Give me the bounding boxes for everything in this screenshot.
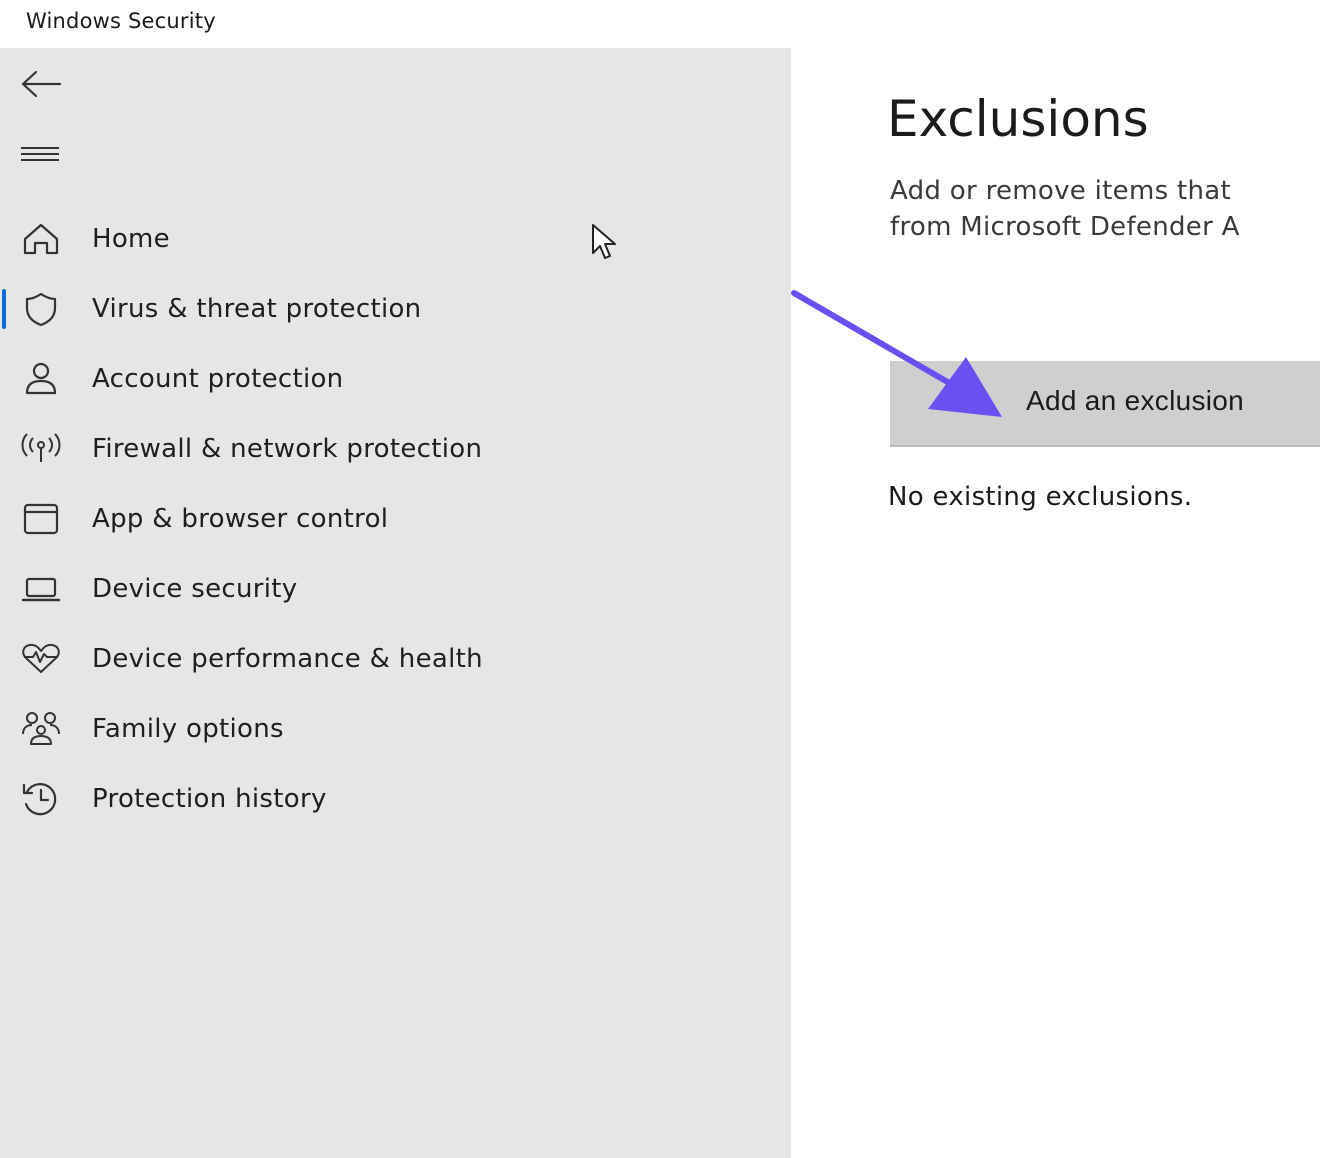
nav-item-protection-history[interactable] — [0, 767, 791, 831]
back-button[interactable] — [18, 66, 66, 102]
nav-label-app-browser-control: App & browser control — [92, 504, 389, 534]
nav-label-firewall-network: Firewall & network protection — [92, 434, 483, 464]
app-title: Windows Security — [26, 9, 216, 33]
add-exclusion-label: Add an exclusion — [1026, 385, 1245, 416]
person-icon — [20, 358, 62, 400]
nav-item-device-security[interactable] — [0, 557, 791, 621]
page-description — [890, 173, 1320, 245]
sidebar — [0, 48, 791, 1158]
nav-label-virus-threat-protection: Virus & threat protection — [92, 294, 422, 324]
family-icon — [20, 708, 62, 750]
nav-item-firewall-network[interactable] — [0, 417, 791, 481]
title-bar — [0, 0, 1320, 48]
arrow-left-icon — [18, 69, 62, 99]
description-line-2: from Microsoft Defender A — [890, 212, 1240, 242]
heart-pulse-icon — [20, 638, 62, 680]
nav-item-family-options[interactable] — [0, 697, 791, 761]
nav-label-home: Home — [92, 224, 170, 254]
nav-item-virus-threat-protection[interactable] — [0, 277, 791, 341]
nav-item-account-protection[interactable] — [0, 347, 791, 411]
main-content — [791, 48, 1320, 1158]
nav-label-protection-history: Protection history — [92, 784, 327, 814]
antenna-icon — [20, 428, 62, 470]
browser-window-icon — [20, 498, 62, 540]
description-line-1: Add or remove items that — [890, 176, 1232, 206]
home-icon — [20, 218, 62, 260]
nav-item-device-performance[interactable] — [0, 627, 791, 691]
shield-icon — [20, 288, 62, 330]
hamburger-icon — [18, 142, 62, 166]
history-icon — [20, 778, 62, 820]
menu-button[interactable] — [18, 136, 66, 172]
page-title: Exclusions — [887, 90, 1149, 148]
nav-item-app-browser-control[interactable] — [0, 487, 791, 551]
nav-label-device-performance: Device performance & health — [92, 644, 483, 674]
nav-item-home[interactable] — [0, 207, 791, 271]
empty-exclusions-message: No existing exclusions. — [888, 482, 1193, 512]
annotation-arrow-icon — [780, 285, 1020, 425]
laptop-icon — [20, 568, 62, 610]
mouse-cursor-icon — [590, 222, 626, 262]
nav-label-device-security: Device security — [92, 574, 298, 604]
active-indicator — [2, 289, 6, 329]
nav-label-family-options: Family options — [92, 714, 284, 744]
nav-label-account-protection: Account protection — [92, 364, 344, 394]
